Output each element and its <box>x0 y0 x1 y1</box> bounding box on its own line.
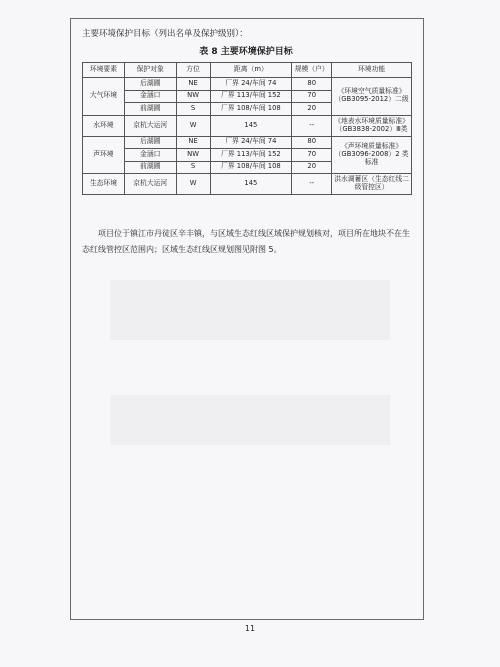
function-cell: 洪水调蓄区（生态红线二级管控区） <box>332 174 412 195</box>
direction-cell: W <box>176 174 210 195</box>
direction-cell: NW <box>176 149 210 162</box>
bleed-through-block <box>110 280 390 340</box>
protection-targets-table <box>82 62 412 195</box>
scale-cell: 70 <box>292 90 332 103</box>
distance-cell: 厂界 113/车间 152 <box>210 149 292 162</box>
page-number: 11 <box>244 624 256 633</box>
table-row <box>83 78 412 91</box>
object-cell: 后湖圃 <box>124 136 176 149</box>
scale-cell: 80 <box>292 136 332 149</box>
function-cell: 《地表水环境质量标准》（GB3838-2002）Ⅲ类 <box>332 115 412 136</box>
scale-cell: -- <box>292 115 332 136</box>
element-cell: 大气环境 <box>83 78 125 116</box>
header-cell: 规模（户） <box>292 63 332 78</box>
object-cell: 前湖圃 <box>124 161 176 174</box>
object-cell: 京杭大运河 <box>124 174 176 195</box>
table-header-row <box>83 63 412 78</box>
direction-cell: NE <box>176 136 210 149</box>
distance-cell: 厂界 108/车间 108 <box>210 161 292 174</box>
table-caption: 表 8 主要环境保护目标 <box>199 47 293 57</box>
direction-cell: W <box>176 115 210 136</box>
element-cell: 水环境 <box>83 115 125 136</box>
distance-cell: 厂界 24/车间 74 <box>210 136 292 149</box>
distance-cell: 145 <box>210 174 292 195</box>
header-cell: 距离（m） <box>210 63 292 78</box>
object-cell: 后湖圃 <box>124 78 176 91</box>
header-cell: 环境功能 <box>332 63 412 78</box>
header-cell: 保护对象 <box>124 63 176 78</box>
object-cell: 金涵口 <box>124 90 176 103</box>
function-cell: 《声环境质量标准》（GB3096-2008）2 类标准 <box>332 136 412 174</box>
scale-cell: 20 <box>292 103 332 116</box>
element-cell: 声环境 <box>83 136 125 174</box>
direction-cell: NW <box>176 90 210 103</box>
object-cell: 京杭大运河 <box>124 115 176 136</box>
body-paragraph: 项目位于镇江市丹徒区辛丰镇，与区域生态红线区域保护规划核对，项目所在地块不在生态红线管控区范围内；区域生态红线区规划图见附图 5。 <box>82 229 410 254</box>
bleed-through-block <box>110 395 390 445</box>
scale-cell: 80 <box>292 78 332 91</box>
header-cell: 方位 <box>176 63 210 78</box>
table-row <box>83 174 412 195</box>
direction-cell: NE <box>176 78 210 91</box>
distance-cell: 厂界 24/车间 74 <box>210 78 292 91</box>
direction-cell: S <box>176 161 210 174</box>
header-cell: 环境要素 <box>83 63 125 78</box>
scale-cell: 20 <box>292 161 332 174</box>
distance-cell: 145 <box>210 115 292 136</box>
object-cell: 前湖圃 <box>124 103 176 116</box>
scale-cell: 70 <box>292 149 332 162</box>
table-row <box>83 115 412 136</box>
function-cell: 《环境空气质量标准》（GB3095-2012）二级 <box>332 78 412 116</box>
distance-cell: 厂界 108/车间 108 <box>210 103 292 116</box>
direction-cell: S <box>176 103 210 116</box>
object-cell: 金涵口 <box>124 149 176 162</box>
distance-cell: 厂界 113/车间 152 <box>210 90 292 103</box>
scale-cell: -- <box>292 174 332 195</box>
element-cell: 生态环境 <box>83 174 125 195</box>
section-heading: 主要环境保护目标（列出名单及保护级别）： <box>82 29 248 39</box>
table-row <box>83 136 412 149</box>
